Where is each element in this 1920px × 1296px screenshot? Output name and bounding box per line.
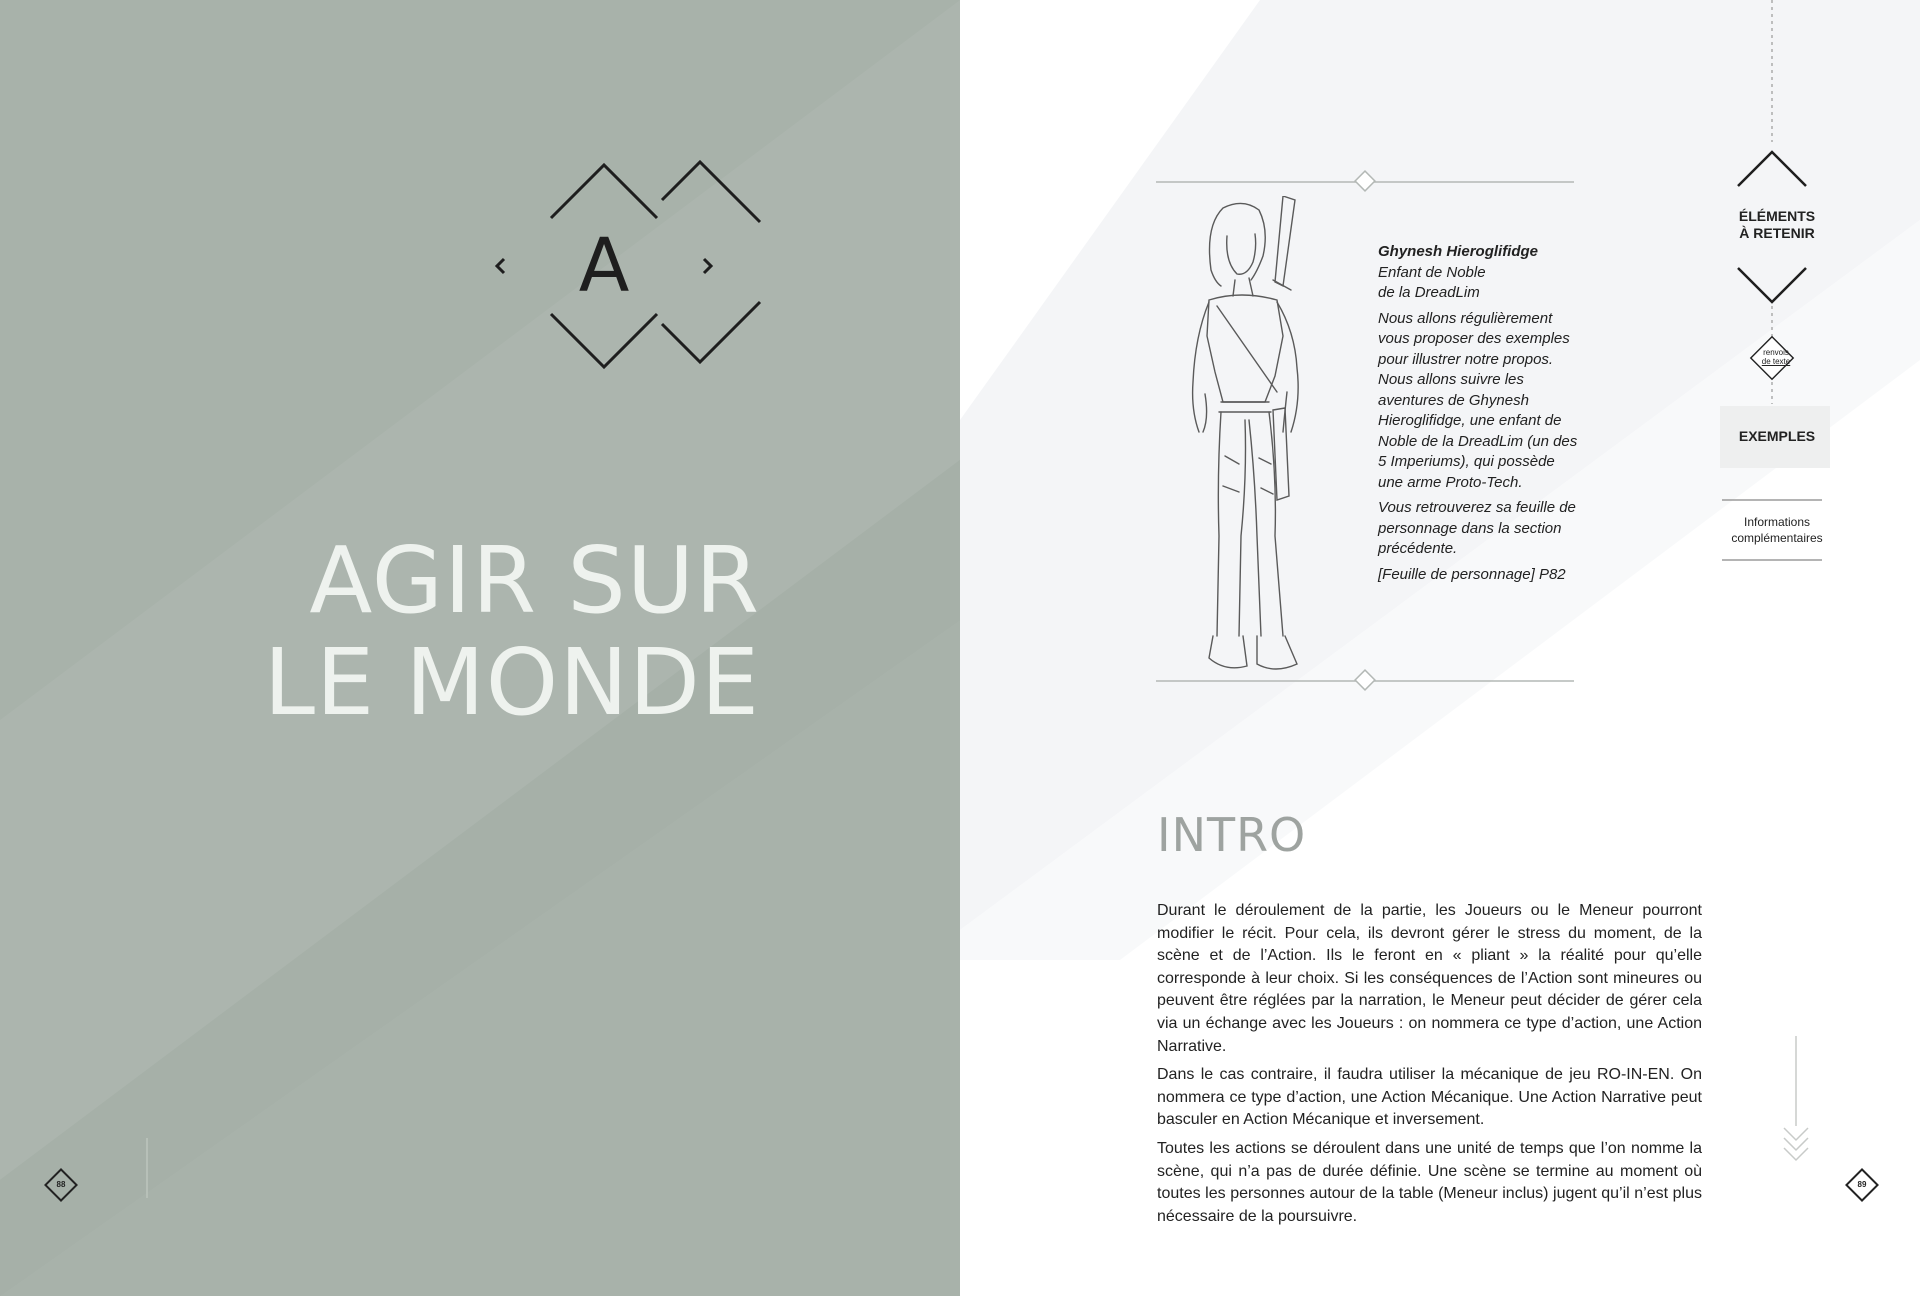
caption-paragraph: Vous retrouverez sa feuille de personnage dans la section précédente. — [1378, 499, 1576, 557]
character-role-line-2: de la DreadLim — [1378, 284, 1480, 301]
sidebar-graphics — [1720, 0, 1840, 1296]
character-role-line-1: Enfant de Noble — [1378, 263, 1486, 281]
character-name: Ghynesh Hieroglifidge — [1378, 243, 1539, 260]
intro-paragraph: Dans le cas contraire, il faudra utiliser la mécanique de jeu RO-IN-EN. On nommera ce type d’action, une Action Mécanique. Une Action Narrative peut basculer en Action Mécanique et inversement. — [1157, 1066, 1702, 1129]
caption-reference: [Feuille de personnage] P82 — [1378, 565, 1566, 583]
chapter-title — [263, 527, 760, 736]
chapter-title-line-1: AGIR SUR — [309, 527, 760, 634]
sidebar-renvois-de-texte[interactable]: renvois de texte — [1761, 348, 1791, 366]
sidebar-elements-a-retenir[interactable]: ÉLÉMENTS À RETENIR — [1738, 208, 1816, 241]
sidebar-exemples[interactable]: EXEMPLES — [1738, 428, 1816, 444]
intro-paragraph: Toutes les actions se déroulent dans une unité de temps que l’on nomme la scène, qui n’a pas de durée définie. Une scène se termine au moment où toutes les personnes autour de la table (Meneur inclus) jugent qu’il n’est plus nécessaire de la poursuivre. — [1157, 1139, 1702, 1225]
caption-paragraph: Nous allons régulièrement vous proposer des exemples pour illustrer notre propos. Nous allons suivre les aventures de Ghynesh Hieroglifidge, une enfant de Noble de la DreadLim (un des 5 Imperiums), qui possède une arme Proto-Tech. — [1378, 309, 1578, 491]
page-number-left: 88 — [44, 1168, 78, 1202]
margin-rule — [146, 1138, 148, 1198]
page-number-right: 89 — [1845, 1168, 1879, 1202]
intro-heading: INTRO — [1157, 808, 1307, 862]
chapter-letter: A — [578, 223, 630, 309]
sidebar-informations-complementaires[interactable]: Informations complémentaires — [1731, 515, 1823, 545]
chapter-title-line-2: LE MONDE — [263, 629, 760, 736]
character-caption — [1378, 242, 1578, 590]
intro-body — [1157, 900, 1702, 1234]
character-illustration — [1165, 196, 1345, 676]
intro-paragraph: Durant le déroulement de la partie, les Joueurs ou le Meneur pourront modifier le récit. Pour cela, ils devront gérer le stress du moment, de la scène et de l’Action. Ils le feront en « pliant » la réalité pour qu’elle corresponde à leur choix. Si les conséquences de l’Action sont mineures ou peuvent être réglées par la narration, le Meneur peut décider de gérer cela via un échange avec les Joueurs : on nommera ce type d’action, une Action Narrative. — [1157, 902, 1702, 1055]
